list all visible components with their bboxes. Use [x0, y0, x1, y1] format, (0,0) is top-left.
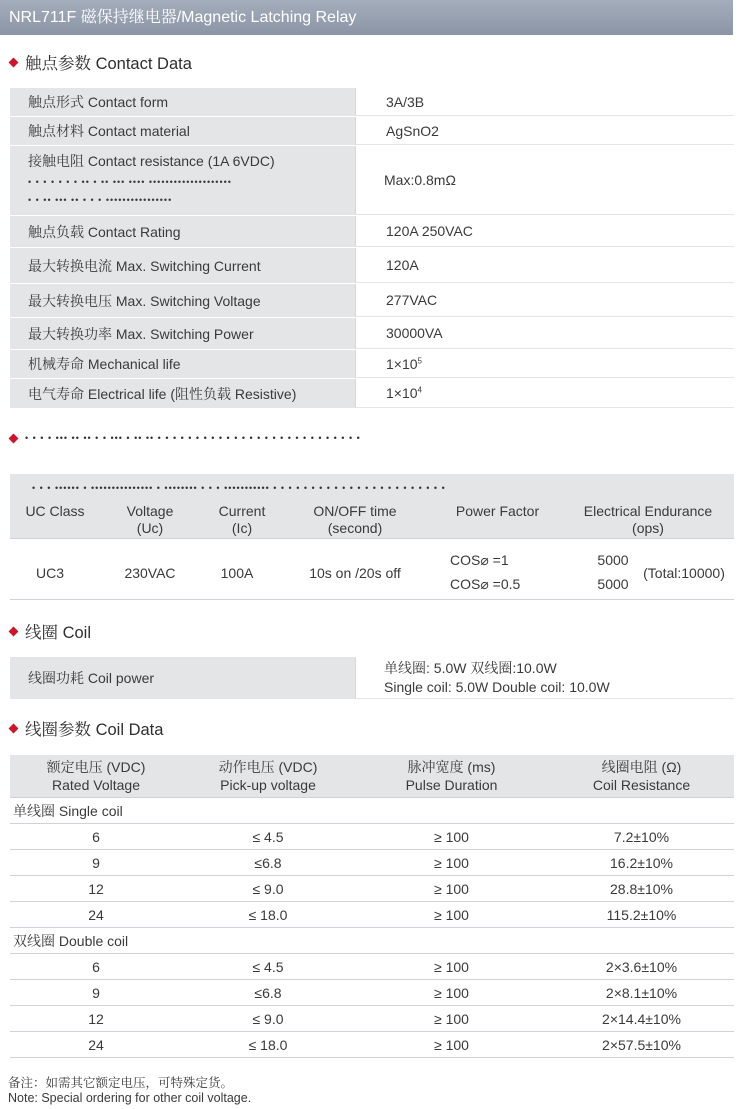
table-row [10, 1006, 734, 1032]
contact-data-table [10, 88, 734, 409]
cell-pickup-voltage: ≤6.8 [254, 984, 282, 1001]
cell-ops-total: (Total:10000) [643, 565, 725, 581]
coil-heading-text: 线圈 Coil [25, 624, 92, 642]
table-row [10, 876, 734, 902]
col-header-line: (Uc) [136, 520, 164, 536]
col-header-line: (second) [327, 520, 383, 536]
cell-coil-resistance: 115.2±10% [606, 906, 677, 923]
row-key: 机械寿命 Mechanical life [10, 350, 355, 378]
col-header-onoff [285, 503, 425, 537]
cell-rated-voltage: 24 [88, 906, 104, 923]
double-coil-label: 双线圈 Double coil [10, 928, 734, 954]
col-header-line: Electrical Endurance [583, 503, 713, 519]
col-header-uc-class [10, 503, 100, 520]
row-key: 最大转换电流 Max. Switching Current [10, 248, 355, 283]
table-row [10, 379, 734, 409]
row-value: AgSnO2 [355, 117, 734, 145]
table-bottom-line [10, 599, 734, 600]
endurance-table [10, 474, 734, 600]
row-key: 触点负载 Contact Rating [10, 216, 355, 247]
cell-coil-resistance: 16.2±10% [610, 854, 673, 871]
row-key: 触点形式 Contact form [10, 88, 355, 116]
cell-coil-resistance: 2×8.1±10% [605, 984, 678, 1001]
cell-pickup-voltage: ≤ 4.5 [252, 958, 284, 975]
row-value: 120A 250VAC [355, 216, 734, 247]
col-header-rated-voltage [10, 758, 182, 794]
cell-rated-voltage: 9 [92, 984, 100, 1001]
col-header-voltage [105, 503, 195, 537]
row-value [355, 350, 734, 378]
row-key-dots: • • •• ••• •• • • • •••••••••••••••• [28, 195, 173, 205]
row-key: 最大转换功率 Max. Switching Power [10, 318, 355, 349]
cell-pulse-duration: ≥ 100 [434, 880, 469, 897]
row-key: 线圈功耗 Coil power [10, 657, 355, 699]
value-exponent: 4 [417, 385, 422, 395]
coil-heading [10, 619, 91, 643]
cell-pickup-voltage: ≤6.8 [254, 854, 282, 871]
col-header-line: 脉冲宽度 (ms) [407, 759, 496, 775]
cell-rated-voltage: 12 [88, 880, 104, 897]
cell-coil-resistance: 2×3.6±10% [605, 958, 678, 975]
cell-rated-voltage: 24 [88, 1036, 104, 1053]
cell-pulse-duration: ≥ 100 [434, 906, 469, 923]
cell-pickup-voltage: ≤ 4.5 [252, 828, 284, 845]
cell-rated-voltage: 9 [92, 854, 100, 871]
cell-ops-2: 5000 [597, 576, 629, 592]
cell-coil-resistance: 28.8±10% [610, 880, 673, 897]
cell-power-factor-2: COS⌀ =0.5 [450, 576, 521, 592]
value-base: 1×10 [386, 356, 418, 372]
col-header-line: Coil Resistance [592, 777, 691, 793]
table-row [10, 248, 734, 284]
header-dots: • • • •••••• • ••••••••••••••• • •••••••• • • • ••••••••••• • • • • • • • • • • • • • • • • • • • • • • • [32, 483, 446, 493]
coil-data-heading-text: 线圈参数 Coil Data [25, 721, 164, 739]
col-header-line: Voltage [126, 503, 174, 519]
table-row [10, 850, 734, 876]
table-row [10, 657, 734, 700]
cell-onoff: 10s on /20s off [309, 565, 401, 581]
red-diamond-icon [9, 723, 19, 733]
cell-pulse-duration: ≥ 100 [434, 1010, 469, 1027]
table-row [10, 1032, 734, 1058]
value-exponent: 5 [417, 356, 422, 366]
cell-pulse-duration: ≥ 100 [434, 958, 469, 975]
col-header-line: Rated Voltage [52, 777, 140, 793]
col-header-line: 额定电压 (VDC) [46, 759, 146, 775]
red-diamond-icon [9, 626, 19, 636]
cell-uc-class: UC3 [35, 565, 64, 581]
cell-rated-voltage: 12 [88, 1010, 104, 1027]
cell-coil-resistance: 2×14.4±10% [602, 1010, 681, 1027]
table-row [10, 88, 734, 117]
table-row [10, 350, 734, 379]
row-key [10, 146, 355, 215]
cell-ops-1: 5000 [597, 552, 629, 568]
table-row [10, 117, 734, 146]
col-header-coil-resistance [549, 758, 734, 794]
col-header-pulse-duration [354, 758, 549, 794]
col-header-pickup-voltage [182, 758, 354, 794]
row-key-text: 接触电阻 Contact resistance (1A 6VDC) [28, 153, 275, 169]
cell-pulse-duration: ≥ 100 [434, 854, 469, 871]
coil-data-table [10, 755, 734, 1058]
col-header-line: Pick-up voltage [220, 777, 316, 793]
cell-pulse-duration: ≥ 100 [434, 1036, 469, 1053]
row-value: 30000VA [355, 318, 734, 349]
row-value: 120A [355, 248, 734, 283]
col-header-line: Current [218, 503, 266, 519]
cell-coil-resistance: 7.2±10% [613, 828, 670, 845]
table-row [10, 318, 734, 350]
table-row [10, 902, 734, 928]
row-key: 触点材料 Contact material [10, 117, 355, 145]
row-key: 电气寿命 Electrical life (阻性负载 Resistive) [10, 379, 355, 408]
row-key: 最大转换电压 Max. Switching Voltage [10, 284, 355, 317]
cell-rated-voltage: 6 [92, 958, 100, 975]
col-header-line: ON/OFF time [313, 503, 397, 519]
cell-power-factor-1: COS⌀ =1 [450, 552, 509, 568]
coil-data-heading [10, 716, 163, 740]
note-cn: 备注：如需其它额定电压，可特殊定货。 [8, 1076, 234, 1090]
table-row [10, 216, 734, 248]
note-en: Note: Special ordering for other coil voltage. [8, 1091, 252, 1105]
col-header-current [202, 503, 282, 537]
red-diamond-icon [9, 57, 19, 67]
cell-pulse-duration: ≥ 100 [434, 984, 469, 1001]
coil-power-line-2: Single coil: 5.0W Double coil: 10.0W [384, 678, 610, 695]
cell-current: 100A [220, 565, 254, 581]
row-value [355, 657, 734, 699]
table-row [10, 284, 734, 318]
single-coil-rows [10, 824, 734, 928]
cell-voltage: 230VAC [124, 565, 176, 581]
col-header-line: UC Class [25, 503, 85, 519]
coil-power-line-1: 单线圈: 5.0W 双线圈:10.0W [384, 659, 557, 676]
table-row [10, 954, 734, 980]
table-row [10, 824, 734, 850]
contact-data-heading [10, 50, 192, 74]
double-coil-rows [10, 954, 734, 1058]
row-value: 277VAC [355, 284, 734, 317]
row-value: 3A/3B [355, 88, 734, 116]
table-row [10, 146, 734, 216]
value-base: 1×10 [386, 385, 418, 401]
endurance-heading-dots: • • • • ••• •• •• • • ••• • •• •• • • • • • • • • • • • • • • • • • • • • • • • • • • • [25, 433, 361, 443]
cell-rated-voltage: 6 [92, 828, 100, 845]
col-header-line: Power Factor [455, 503, 540, 519]
col-header-line: Pulse Duration [405, 777, 498, 793]
row-value: Max:0.8mΩ [355, 146, 734, 215]
row-value [355, 379, 734, 408]
single-coil-label: 单线圈 Single coil [10, 798, 734, 824]
endurance-heading [10, 433, 505, 443]
cell-pickup-voltage: ≤ 18.0 [248, 906, 288, 923]
table-row [10, 980, 734, 1006]
contact-data-heading-text: 触点参数 Contact Data [25, 55, 192, 73]
col-header-line: 线圈电阻 (Ω) [601, 759, 682, 775]
col-header-power-factor [440, 503, 555, 520]
col-header-line: (ops) [632, 520, 664, 536]
cell-pickup-voltage: ≤ 18.0 [248, 1036, 288, 1053]
page-title: NRL711F 磁保持继电器/Magnetic Latching Relay [0, 0, 733, 35]
col-header-line: (Ic) [231, 520, 253, 536]
cell-pickup-voltage: ≤ 9.0 [252, 1010, 284, 1027]
cell-coil-resistance: 2×57.5±10% [602, 1036, 681, 1053]
col-header-line: 动作电压 (VDC) [218, 759, 318, 775]
coil-table [10, 657, 734, 700]
cell-pulse-duration: ≥ 100 [434, 828, 469, 845]
row-key-dots: • • • • • • • •• • •• ••• •••• •••••••••••••••••••• [28, 177, 232, 187]
red-diamond-icon [9, 433, 19, 443]
cell-pickup-voltage: ≤ 9.0 [252, 880, 284, 897]
col-header-endurance [568, 503, 728, 537]
coil-data-header [10, 755, 734, 798]
